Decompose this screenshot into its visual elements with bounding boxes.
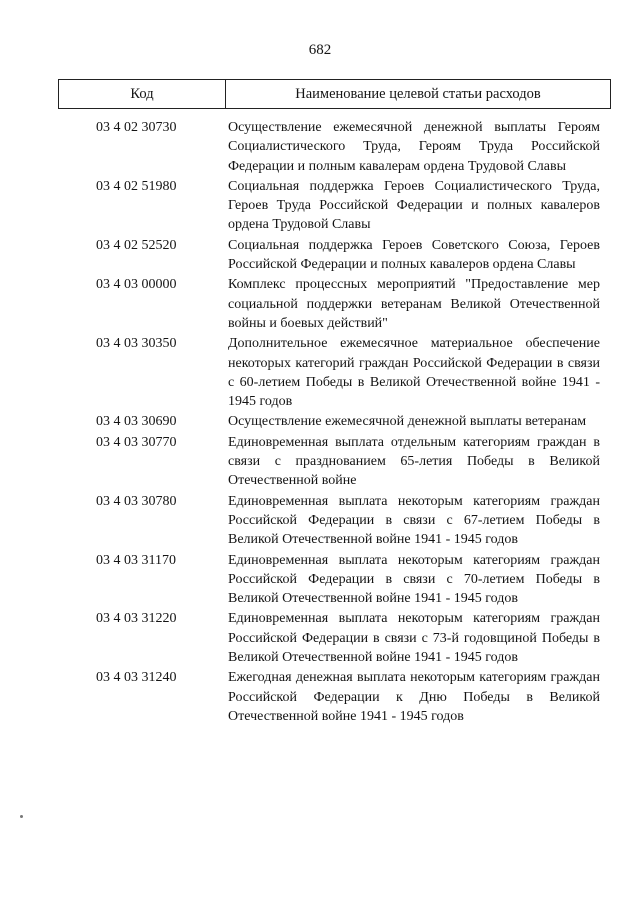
row-text: Единовременная выплата отдельным категориям граждан в связи с празднованием 65-летия Победы в Великой Отечественной войне [228,434,600,489]
row-code: 03 4 03 30780 [96,493,177,509]
row-code: 03 4 02 51980 [96,178,177,194]
row-text: Социальная поддержка Героев Советского Союза, Героев Российской Федерации и полных кавалеров ордена Славы [228,237,600,273]
table-row [58,609,610,667]
row-text: Ежегодная денежная выплата некоторым категориям граждан Российской Федерации к Дню Победы в Великой Отечественной войне 1941 - 1945 годов [228,670,600,724]
header-name: Наименование целевой статьи расходов [295,85,541,102]
table-row [58,551,610,609]
table-row [58,177,610,235]
row-code: 03 4 03 30350 [96,336,177,352]
page-number: 682 [308,42,332,58]
scan-speck [20,815,23,818]
row-text: Комплекс процессных мероприятий "Предоставление мер социальной поддержки ветеранам Великой Отечественной войны и боевых действий" [228,277,600,331]
row-text: Единовременная выплата некоторым категориям граждан Российской Федерации в связи с 70-летием Победы в Великой Отечественной войне 1941 - 1945 годов [228,552,600,607]
table-row [58,236,610,275]
row-code: 03 4 03 31170 [96,552,176,568]
row-text: Осуществление ежемесячной денежной выплаты ветеранам [228,414,587,430]
table-header [58,79,611,109]
row-text: Осуществление ежемесячной денежной выплаты Героям Социалистического Труда, Героям Труда Российской Федерации и полным кавалерам ордена Трудовой Славы [228,120,600,174]
row-code: 03 4 03 30690 [96,414,177,430]
row-code: 03 4 03 31240 [96,670,177,686]
row-code: 03 4 03 30770 [96,434,177,450]
table-row [58,433,610,491]
table-row [58,118,610,176]
row-text: Единовременная выплата некоторым категориям граждан Российской Федерации в связи с 73-й годовщиной Победы в Великой Отечественной войне 1941 - 1945 годов [228,611,600,666]
table-row [58,668,610,726]
row-code: 03 4 03 31220 [96,611,177,627]
row-code: 03 4 02 30730 [96,120,177,135]
table-row [58,412,610,431]
table-body [58,118,610,727]
row-code: 03 4 02 52520 [96,237,177,253]
table-row [58,275,610,333]
row-text: Единовременная выплата некоторым категориям граждан Российской Федерации в связи с 67-летием Победы в Великой Отечественной войне 1941 - 1945 годов [228,493,600,548]
row-text: Социальная поддержка Героев Социалистического Труда, Героев Труда Российской Федерации и полных кавалеров ордена Трудовой Славы [228,178,600,233]
row-code: 03 4 03 00000 [96,277,177,293]
table-row [58,492,610,550]
table-row [58,334,610,411]
row-text: Дополнительное ежемесячное материальное обеспечение некоторых категорий граждан Российской Федерации в связи с 60-летием Победы в Великой Отечественной войне 1941 - 1945 годов [228,336,600,410]
header-code: Код [59,80,226,108]
